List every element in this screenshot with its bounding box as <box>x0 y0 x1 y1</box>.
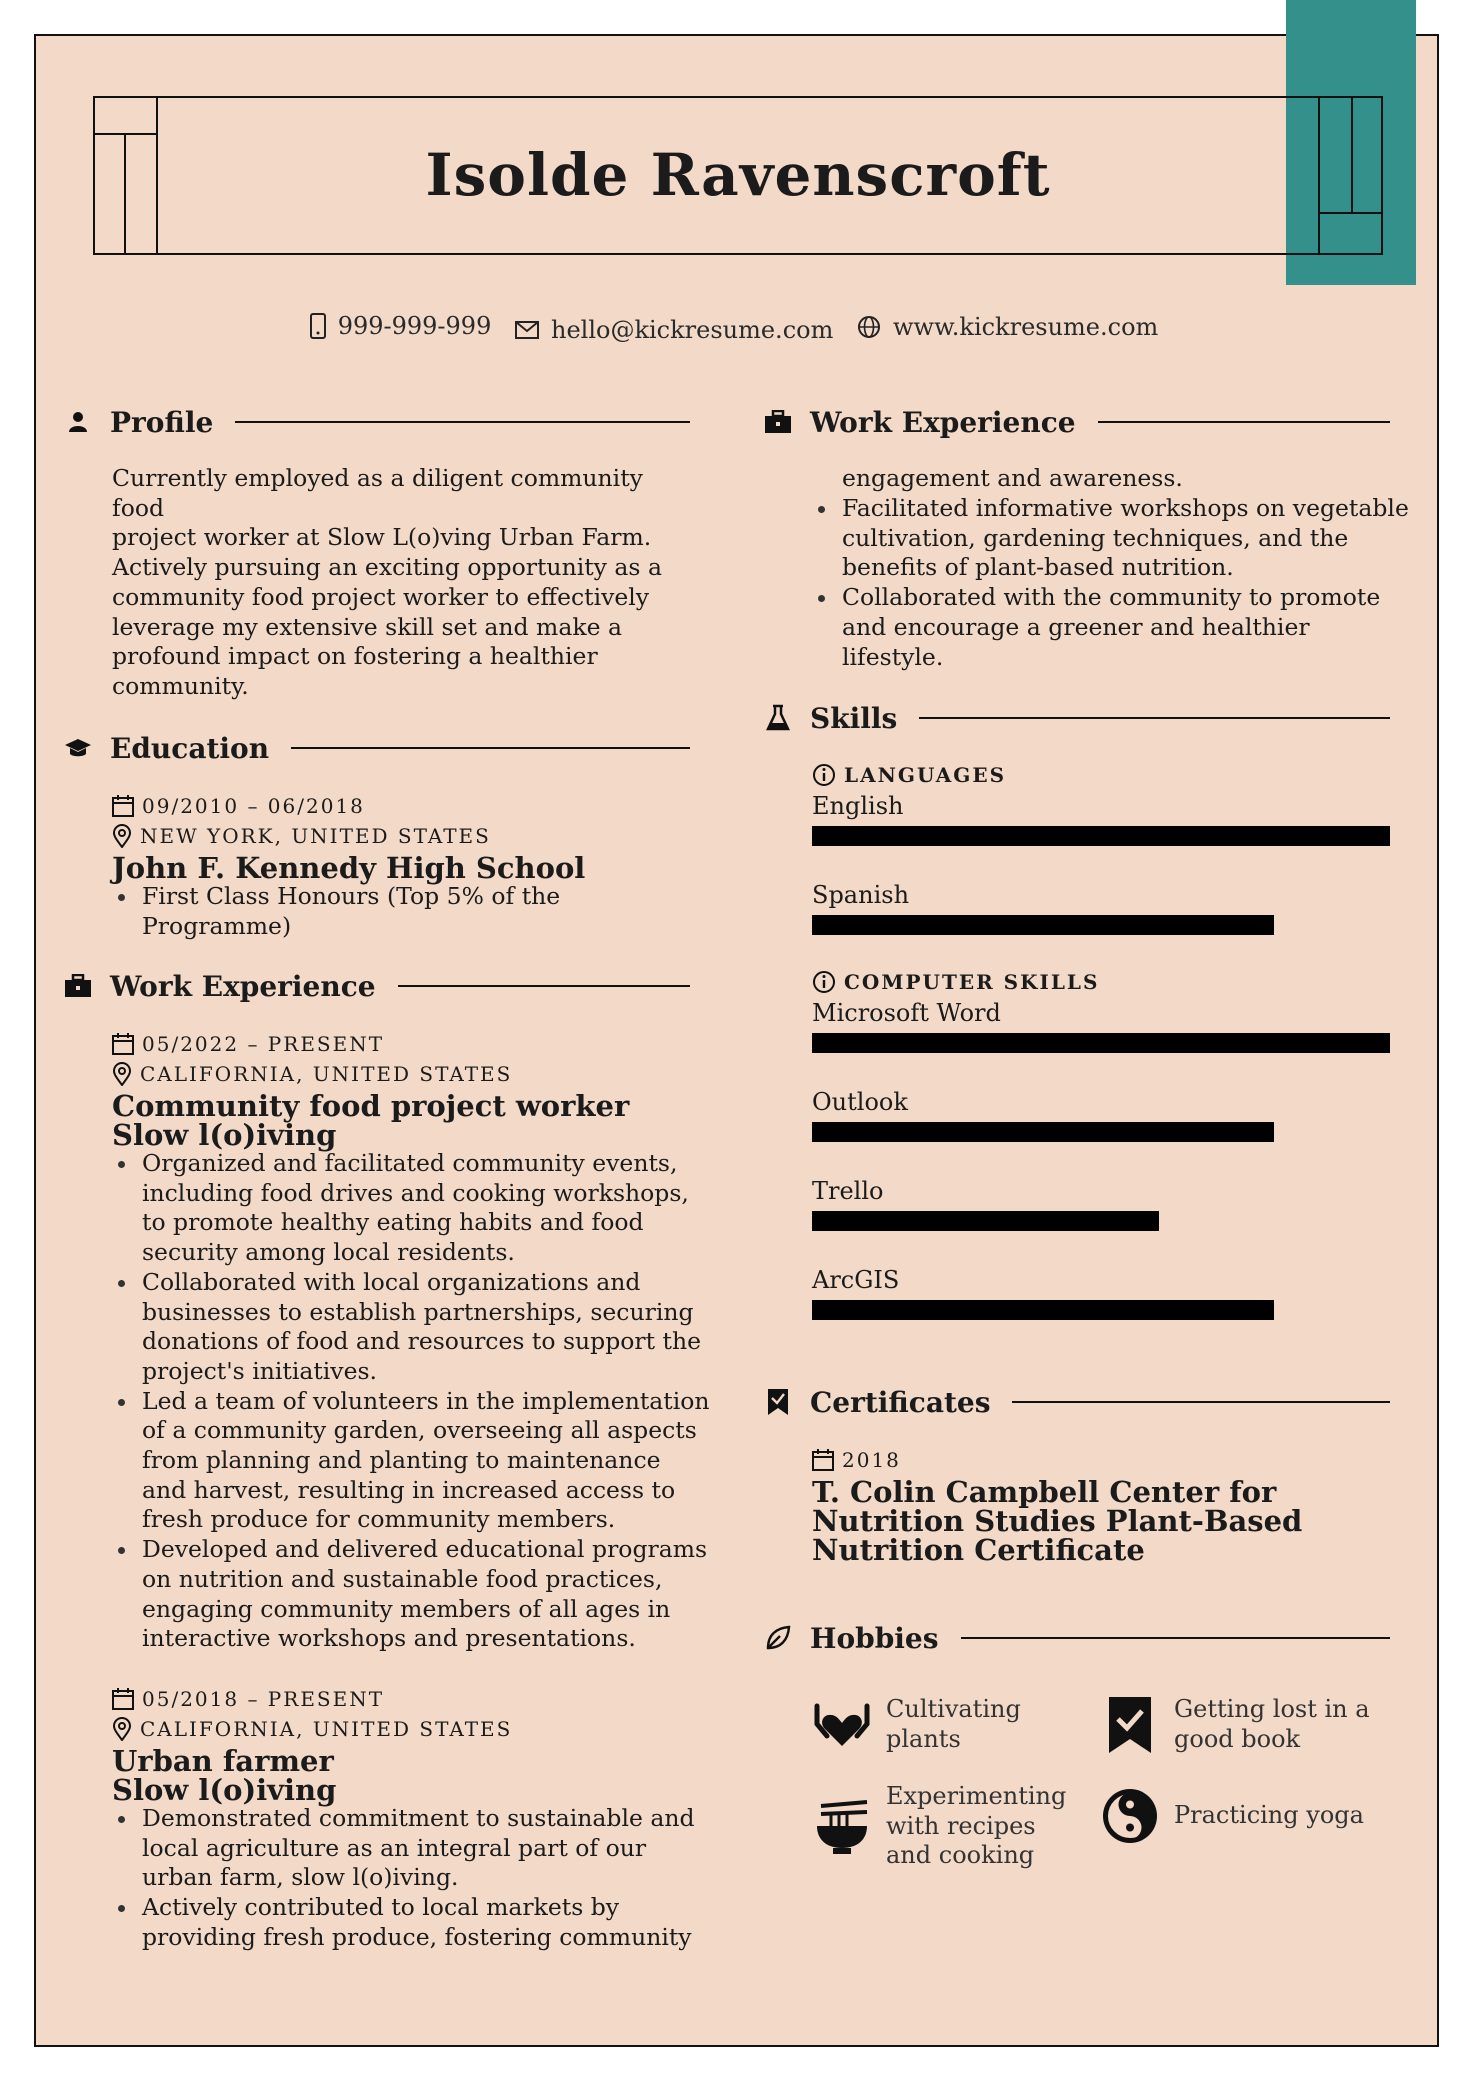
yin-yang-icon <box>1101 1787 1159 1845</box>
location-text: NEW YORK, UNITED STATES <box>140 824 491 848</box>
bookmark-icon <box>767 1388 789 1416</box>
contact-website[interactable] <box>857 313 1158 341</box>
job-bullets <box>112 1804 712 1953</box>
skill-name: ArcGIS <box>812 1266 900 1294</box>
date-text: 09/2010 – 06/2018 <box>142 794 365 818</box>
divider <box>919 717 1390 719</box>
list-item: Led a team of volunteers in the implementation of a community garden, overseeing all aspects from planning and planting to maintenance and harvest, resulting in increased access to fresh produce for community members. <box>112 1387 712 1536</box>
hobbies-heading <box>762 1618 1390 1658</box>
hobby-item <box>812 1782 1066 1871</box>
bookmark-check-icon <box>1105 1695 1155 1755</box>
skill-name: Outlook <box>812 1088 908 1116</box>
phone-text: 999-999-999 <box>337 312 492 340</box>
education-title: Education <box>110 731 270 765</box>
date-text: 05/2022 – PRESENT <box>142 1032 385 1056</box>
profile-line: profound impact on fostering a healthier <box>112 642 598 671</box>
heart-hands-icon <box>813 1696 871 1754</box>
job-bullets-continued <box>812 494 1412 672</box>
location-pin-icon <box>112 824 132 848</box>
hobby-text: Getting lost in a <box>1174 1695 1370 1724</box>
list-item: Demonstrated commitment to sustainable and local agriculture as an integral part of our urban farm, slow l(o)iving. <box>112 1804 712 1893</box>
date-text: 2018 <box>842 1448 901 1472</box>
profile-line: project worker at Slow L(o)ving Urban Farm. <box>112 523 652 552</box>
date-text: 05/2018 – PRESENT <box>142 1687 385 1711</box>
job-date <box>112 1687 384 1711</box>
hobby-text: plants <box>886 1725 961 1753</box>
list-item: Developed and delivered educational programs on nutrition and sustainable food practices, engaging community members of all ages in interactive workshops and presentations. <box>112 1535 712 1654</box>
list-item: First Class Honours (Top 5% of the Programme) <box>112 882 712 941</box>
skill-bar <box>812 1300 1274 1320</box>
frame-ornament-left <box>93 96 158 255</box>
skill-bar <box>812 1122 1274 1142</box>
contact-bar <box>0 312 1468 345</box>
divider <box>961 1637 1390 1639</box>
graduation-cap-icon <box>64 737 92 759</box>
hobby-text: Practicing yoga <box>1174 1801 1364 1830</box>
skill-name: English <box>812 792 904 820</box>
calendar-icon <box>812 1449 834 1471</box>
noodle-bowl-icon <box>813 1798 871 1856</box>
list-item: Collaborated with local organizations and businesses to establish partnerships, securing donations of food and resources to support the project's initiatives. <box>112 1268 712 1387</box>
leaf-icon <box>765 1625 791 1651</box>
mail-icon <box>515 321 539 339</box>
location-text: CALIFORNIA, UNITED STATES <box>140 1717 513 1741</box>
hobby-item <box>1100 1786 1364 1846</box>
education-bullets <box>112 882 712 941</box>
work-heading <box>62 966 690 1006</box>
certificates-heading <box>762 1382 1390 1422</box>
skill-bar <box>812 915 1274 935</box>
work-title: Work Experience <box>110 969 376 1003</box>
hobby-text: good book <box>1174 1725 1301 1753</box>
candidate-name: Isolde Ravenscroft <box>425 141 1051 209</box>
info-icon <box>812 763 836 787</box>
hobby-item <box>812 1695 1021 1755</box>
location-pin-icon <box>112 1062 132 1086</box>
location-pin-icon <box>112 1717 132 1741</box>
job-title: Urban farmer <box>112 1744 334 1778</box>
briefcase-icon <box>64 974 92 998</box>
skill-bar <box>812 826 1390 846</box>
divider <box>1012 1401 1390 1403</box>
job-company: Slow l(o)iving <box>112 1773 337 1807</box>
hobby-item <box>1100 1695 1370 1755</box>
skill-name: Spanish <box>812 881 910 909</box>
contact-email[interactable] <box>515 316 833 344</box>
certificate-title-line: Nutrition Certificate <box>812 1533 1145 1567</box>
calendar-icon <box>112 1688 134 1710</box>
skill-group-label: LANGUAGES <box>844 763 1007 787</box>
job-location <box>112 1717 512 1741</box>
divider <box>1098 421 1390 423</box>
info-icon <box>812 970 836 994</box>
profile-line: Currently employed as a diligent community food <box>112 464 643 522</box>
job-date <box>112 1032 384 1056</box>
briefcase-icon <box>764 410 792 434</box>
divider <box>291 747 690 749</box>
profile-title: Profile <box>110 405 214 439</box>
profile-line: leverage my extensive skill set and make a <box>112 612 622 641</box>
skill-group-languages <box>812 763 1006 787</box>
skills-heading <box>762 698 1390 738</box>
skill-name: Trello <box>812 1177 884 1205</box>
job-location <box>112 1062 512 1086</box>
certificate-title-line: Nutrition Studies Plant-Based <box>812 1504 1303 1538</box>
list-item: Collaborated with the community to promote and encourage a greener and healthier lifestyle. <box>812 583 1412 672</box>
location-text: CALIFORNIA, UNITED STATES <box>140 1062 513 1086</box>
flask-icon <box>766 704 790 732</box>
contact-phone[interactable] <box>310 312 492 340</box>
hobby-text: Experimenting <box>886 1782 1067 1810</box>
list-item: Organized and facilitated community events, including food drives and cooking workshops, to promote healthy eating habits and food security among local residents. <box>112 1149 712 1268</box>
website-text: www.kickresume.com <box>892 313 1159 341</box>
hobby-text: and cooking <box>886 1841 1035 1870</box>
profile-line: community. <box>112 671 249 700</box>
school-name: John F. Kennedy High School <box>112 851 586 885</box>
profile-text <box>112 464 692 702</box>
skill-name: Microsoft Word <box>812 999 1001 1027</box>
divider <box>398 985 690 987</box>
profile-line: community food project worker to effectively <box>112 582 650 611</box>
continued-line: engagement and awareness. <box>842 464 1183 492</box>
certificates-title: Certificates <box>810 1385 991 1419</box>
work-heading-continued <box>762 402 1390 442</box>
job-title: Community food project worker <box>112 1089 630 1123</box>
skill-bar <box>812 1211 1159 1231</box>
education-location <box>112 824 491 848</box>
globe-icon <box>857 315 881 339</box>
frame-ornament-right <box>1318 96 1383 255</box>
skill-group-computer <box>812 970 1099 994</box>
skill-group-label: COMPUTER SKILLS <box>844 970 1100 994</box>
hobby-text: Cultivating <box>886 1695 1021 1724</box>
education-heading <box>62 728 690 768</box>
skill-bar <box>812 1033 1390 1053</box>
list-item: Actively contributed to local markets by providing fresh produce, fostering community <box>112 1893 712 1952</box>
job-company: Slow l(o)iving <box>112 1118 337 1152</box>
calendar-icon <box>112 1033 134 1055</box>
divider <box>235 421 690 423</box>
certificate-year <box>812 1448 901 1472</box>
phone-icon <box>310 313 326 339</box>
user-icon <box>67 411 89 433</box>
certificate-title-line: T. Colin Campbell Center for <box>812 1475 1277 1509</box>
work-title: Work Experience <box>810 405 1076 439</box>
education-date <box>112 794 365 818</box>
list-item: Facilitated informative workshops on vegetable cultivation, gardening techniques, and the benefits of plant-based nutrition. <box>812 494 1412 583</box>
profile-heading <box>62 402 690 442</box>
calendar-icon <box>112 795 134 817</box>
job-bullets <box>112 1149 712 1654</box>
hobbies-title: Hobbies <box>810 1621 939 1655</box>
hobby-text: with recipes <box>886 1811 1036 1840</box>
email-text: hello@kickresume.com <box>550 316 834 344</box>
profile-line: Actively pursuing an exciting opportunity as a <box>112 553 662 582</box>
skills-title: Skills <box>810 701 898 735</box>
